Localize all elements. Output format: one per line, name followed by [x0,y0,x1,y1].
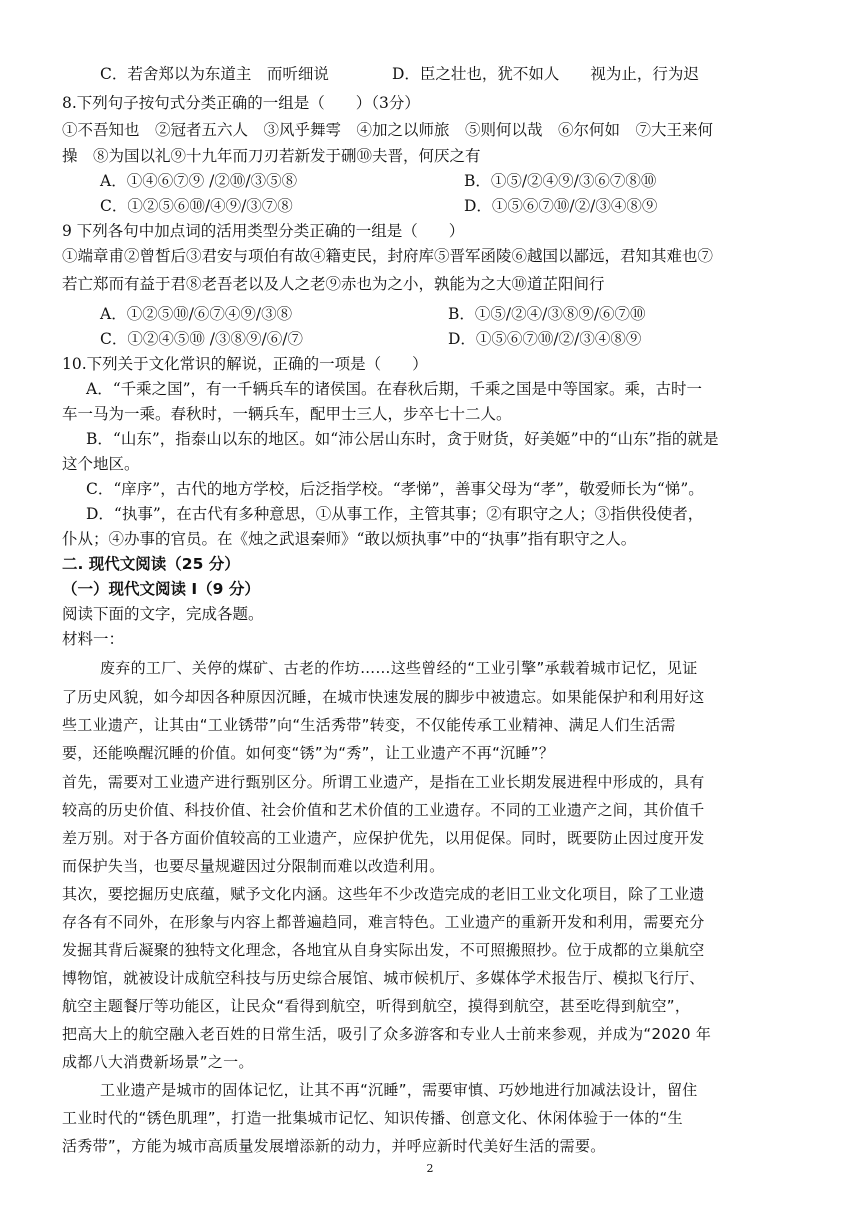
q8-option-d: D．①⑤⑥⑦⑩/②/③④⑧⑨ [464,197,658,215]
q10-option-b-line-2: 这个地区。 [62,455,140,473]
q10-option-a-line-1: A．“千乘之国”，有一千辆兵车的诸侯国。在春秋后期，千乘之国是中等国家。乘，古时一 [86,380,703,398]
passage-line: 工业遗产是城市的固体记忆，让其不再“沉睡”，需要审慎、巧妙地进行加减法设计，留住 [100,1081,698,1099]
material-label: 材料一： [62,630,125,648]
passage-line: 些工业遗产，让其由“工业锈带”向“生活秀带”转变，不仅能传承工业精神、满足人们生活需 [62,716,676,734]
subsection-heading: （一）现代文阅读 I（9 分） [62,580,260,598]
q8-line-2: 操 ⑧为国以礼⑨十九年而刀刃若新发于硎⑩夫晋，何厌之有 [62,147,481,165]
passage-line: 废弃的工厂、关停的煤矿、古老的作坊……这些曾经的“工业引擎”承载着城市记忆，见证 [100,659,698,677]
passage-line: 存各有不同外，在形象与内容上都普遍趋同，难言特色。工业遗产的重新开发和利用，需要充分 [62,913,705,931]
q8-stem: 8.下列句子按句式分类正确的一组是（ ）（3分） [62,94,420,112]
q8-option-c: C．①②⑤⑥⑩/④⑨/③⑦⑧ [100,197,293,215]
q7-option-d: D．臣之壮也，犹不如人 视为止，行为迟 [392,65,699,83]
passage-line: 其次，要挖掘历史底蕴，赋予文化内涵。这些年不少改造完成的老旧工业文化项目，除了工业遗 [62,885,705,903]
passage-line: 工业时代的“锈色肌理”，打造一批集城市记忆、知识传播、创意文化、休闲体验于一体的“生 [62,1109,683,1127]
passage-line: 发掘其背后凝聚的独特文化理念，各地宜从自身实际出发，不可照搬照抄。位于成都的立巢航空 [62,941,705,959]
reading-instruction: 阅读下面的文字，完成各题。 [62,605,264,623]
passage-line: 成都八大消费新场景”之一。 [62,1053,254,1071]
passage-line: 而保护失当，也要尽量规避因过分限制而难以改造利用。 [62,857,445,875]
q10-stem: 10.下列关于文化常识的解说，正确的一项是（ ） [62,355,428,373]
q8-option-a: A．①④⑥⑦⑨ /②⑩/③⑤⑧ [100,172,298,190]
q9-option-c: C．①②④⑤⑩ /③⑧⑨/⑥/⑦ [100,330,303,348]
q9-stem: 9 下列各句中加点词的活用类型分类正确的一组是（ ） [62,222,465,240]
passage-line: 博物馆，就被设计成航空科技与历史综合展馆、城市候机厅、多媒体学术报告厅、模拟飞行厅、 [62,969,705,987]
q10-option-a-line-2: 车一马为一乘。春秋时，一辆兵车，配甲士三人，步卒七十二人。 [62,405,512,423]
q9-option-d: D．①⑤⑥⑦⑩/②/③④⑧⑨ [448,330,642,348]
q8-option-b: B．①⑤/②④⑨/③⑥⑦⑧⑩ [464,172,657,190]
q9-option-a: A．①②⑤⑩/⑥⑦④⑨/③⑧ [100,305,293,323]
q9-line-2: 若亡郑而有益于君⑧老吾老以及人之老⑨赤也为之小，孰能为之大⑩道芷阳间行 [62,275,605,293]
q10-option-d-line-1: D．“执事”，在古代有多种意思，①从事工作，主管其事；②有职守之人；③指供役使者， [86,505,704,523]
passage-line: 较高的历史价值、科技价值、社会价值和艺术价值的工业遗存。不同的工业遗产之间，其价值千 [62,801,705,819]
q10-option-b-line-1: B．“山东”，指泰山以东的地区。如“沛公居山东时，贪于财货，好美姬”中的“山东”指的就是 [86,430,719,448]
passage-line: 活秀带”，方能为城市高质量发展增添新的动力，并呼应新时代美好生活的需要。 [62,1137,606,1155]
q9-option-b: B．①⑤/②④/③⑧⑨/⑥⑦⑩ [448,305,646,323]
passage-line: 了历史风貌，如今却因各种原因沉睡，在城市快速发展的脚步中被遗忘。如果能保护和利用好这 [62,688,705,706]
page-number: 2 [426,1162,434,1175]
q9-line-1: ①端章甫②曾皙后③君安与项伯有故④籍吏民，封府库⑤晋军函陵⑥越国以鄙远，君知其难也⑦ [62,247,714,265]
q10-option-c: C．“庠序”，古代的地方学校，后泛指学校。“孝悌”，善事父母为“孝”，敬爱师长为“悌”。 [86,480,704,498]
passage-line: 把高大上的航空融入老百姓的日常生活，吸引了众多游客和专业人士前来参观，并成为“2020 年 [62,1025,712,1043]
passage-line: 要，还能唤醒沉睡的价值。如何变“锈”为“秀”，让工业遗产不再“沉睡”？ [62,744,555,762]
passage-line: 航空主题餐厅等功能区，让民众“看得到航空，听得到航空，摸得到航空，甚至吃得到航空”， [62,997,691,1015]
q7-option-c: C．若舍郑以为东道主 而听细说 [100,65,329,83]
passage-line: 差万别。对于各方面价值较高的工业遗产，应保护优先，以用促保。同时，既要防止因过度开发 [62,829,705,847]
section-heading: 二. 现代文阅读（25 分） [62,555,240,573]
q8-line-1: ①不吾知也 ②冠者五六人 ③风乎舞雩 ④加之以师旅 ⑤则何以哉 ⑥尔何如 ⑦大王来何 [62,121,714,139]
q10-option-d-line-2: 仆从；④办事的官员。在《烛之武退秦师》“敢以烦执事”中的“执事”指有职守之人。 [62,530,637,548]
passage-line: 首先，需要对工业遗产进行甄别区分。所谓工业遗产，是指在工业长期发展进程中形成的，具有 [62,773,705,791]
